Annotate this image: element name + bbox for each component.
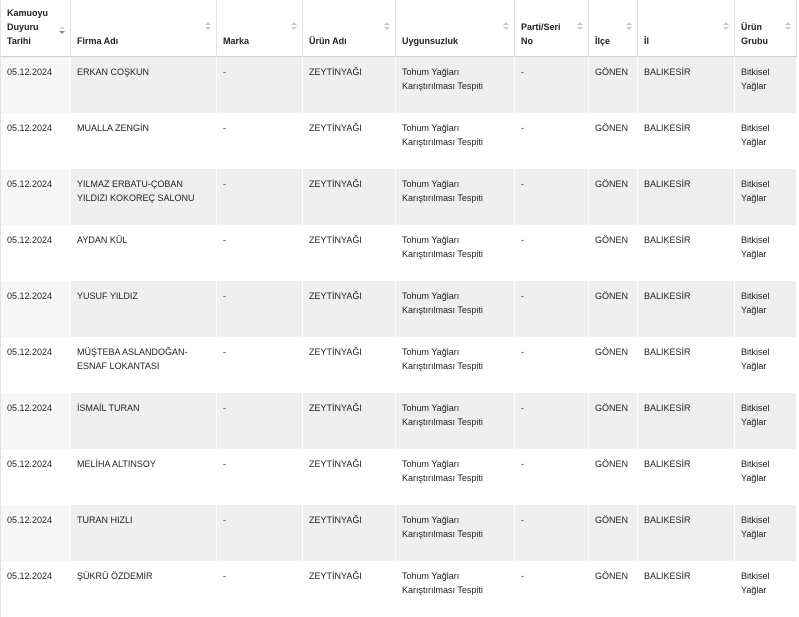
cell-brand: - — [217, 561, 303, 617]
cell-product: ZEYTİNYAĞI — [303, 281, 396, 337]
cell-batch: - — [515, 113, 589, 169]
cell-nonconformity: Tohum Yağları Karıştırılması Tespiti — [396, 169, 515, 225]
cell-product-group: Bitkisel Yağlar — [735, 561, 797, 617]
sort-icon[interactable] — [290, 22, 298, 32]
cell-product-group: Bitkisel Yağlar — [735, 393, 797, 449]
column-header-date[interactable] — [0, 0, 71, 57]
sort-icon[interactable] — [502, 22, 510, 32]
sort-descending-icon[interactable] — [58, 26, 66, 36]
cell-district: GÖNEN — [589, 113, 638, 169]
cell-batch: - — [515, 337, 589, 393]
cell-district: GÖNEN — [589, 169, 638, 225]
column-header-label: Ürün Adı — [309, 36, 347, 46]
cell-product-group: Bitkisel Yağlar — [735, 505, 797, 561]
cell-company: YUSUF YILDIZ — [71, 281, 217, 337]
cell-company: İSMAİL TURAN — [71, 393, 217, 449]
cell-province: BALIKESİR — [638, 225, 735, 281]
cell-date: 05.12.2024 — [0, 393, 71, 449]
cell-batch: - — [515, 225, 589, 281]
cell-province: BALIKESİR — [638, 561, 735, 617]
cell-product: ZEYTİNYAĞI — [303, 393, 396, 449]
table-row — [0, 113, 797, 169]
cell-nonconformity: Tohum Yağları Karıştırılması Tespiti — [396, 561, 515, 617]
cell-date: 05.12.2024 — [0, 113, 71, 169]
cell-district: GÖNEN — [589, 505, 638, 561]
cell-province: BALIKESİR — [638, 281, 735, 337]
cell-date: 05.12.2024 — [0, 449, 71, 505]
cell-product-group: Bitkisel Yağlar — [735, 169, 797, 225]
cell-district: GÖNEN — [589, 225, 638, 281]
cell-district: GÖNEN — [589, 337, 638, 393]
column-header-batch[interactable] — [515, 0, 589, 57]
cell-nonconformity: Tohum Yağları Karıştırılması Tespiti — [396, 337, 515, 393]
column-header-company[interactable] — [71, 0, 217, 57]
cell-product: ZEYTİNYAĞI — [303, 561, 396, 617]
column-header-province[interactable] — [638, 0, 735, 57]
cell-batch: - — [515, 393, 589, 449]
column-header-label: İl — [644, 36, 650, 46]
cell-nonconformity: Tohum Yağları Karıştırılması Tespiti — [396, 57, 515, 113]
cell-date: 05.12.2024 — [0, 169, 71, 225]
column-header-label: Uygunsuzluk — [402, 36, 459, 46]
cell-brand: - — [217, 169, 303, 225]
cell-batch: - — [515, 561, 589, 617]
sort-icon[interactable] — [625, 22, 633, 32]
cell-district: GÖNEN — [589, 449, 638, 505]
cell-brand: - — [217, 57, 303, 113]
cell-district: GÖNEN — [589, 393, 638, 449]
cell-date: 05.12.2024 — [0, 505, 71, 561]
cell-brand: - — [217, 225, 303, 281]
cell-nonconformity: Tohum Yağları Karıştırılması Tespiti — [396, 281, 515, 337]
cell-province: BALIKESİR — [638, 169, 735, 225]
cell-date: 05.12.2024 — [0, 281, 71, 337]
cell-product-group: Bitkisel Yağlar — [735, 57, 797, 113]
sort-icon[interactable] — [204, 22, 212, 32]
cell-batch: - — [515, 281, 589, 337]
cell-province: BALIKESİR — [638, 449, 735, 505]
cell-batch: - — [515, 505, 589, 561]
table-row — [0, 281, 797, 337]
cell-product-group: Bitkisel Yağlar — [735, 281, 797, 337]
cell-brand: - — [217, 393, 303, 449]
table-row — [0, 337, 797, 393]
table-row — [0, 561, 797, 617]
cell-company: MÜŞTEBA ASLANDOĞAN-ESNAF LOKANTASI — [71, 337, 217, 393]
cell-date: 05.12.2024 — [0, 337, 71, 393]
cell-district: GÖNEN — [589, 561, 638, 617]
cell-brand: - — [217, 281, 303, 337]
sort-icon[interactable] — [576, 22, 584, 32]
cell-batch: - — [515, 57, 589, 113]
column-header-brand[interactable] — [217, 0, 303, 57]
cell-province: BALIKESİR — [638, 57, 735, 113]
cell-province: BALIKESİR — [638, 505, 735, 561]
cell-product: ZEYTİNYAĞI — [303, 169, 396, 225]
cell-brand: - — [217, 337, 303, 393]
cell-company: MELİHA ALTINSOY — [71, 449, 217, 505]
cell-nonconformity: Tohum Yağları Karıştırılması Tespiti — [396, 449, 515, 505]
cell-company: TURAN HIZLI — [71, 505, 217, 561]
cell-province: BALIKESİR — [638, 113, 735, 169]
cell-district: GÖNEN — [589, 281, 638, 337]
cell-product: ZEYTİNYAĞI — [303, 505, 396, 561]
cell-product: ZEYTİNYAĞI — [303, 57, 396, 113]
cell-product: ZEYTİNYAĞI — [303, 113, 396, 169]
column-header-product[interactable] — [303, 0, 396, 57]
column-header-label: İlçe — [595, 36, 611, 46]
table-row — [0, 393, 797, 449]
cell-nonconformity: Tohum Yağları Karıştırılması Tespiti — [396, 393, 515, 449]
table-body — [0, 57, 797, 617]
cell-nonconformity: Tohum Yağları Karıştırılması Tespiti — [396, 113, 515, 169]
cell-district: GÖNEN — [589, 57, 638, 113]
column-header-product-group[interactable] — [735, 0, 797, 57]
cell-product: ZEYTİNYAĞI — [303, 337, 396, 393]
cell-date: 05.12.2024 — [0, 561, 71, 617]
column-header-label: Kamuoyu Duyuru Tarihi — [7, 8, 49, 46]
sort-icon[interactable] — [383, 22, 391, 32]
cell-company: ERKAN COŞKUN — [71, 57, 217, 113]
table-row — [0, 225, 797, 281]
table-row — [0, 505, 797, 561]
cell-company: YILMAZ ERBATU-ÇOBAN YILDIZI KOKOREÇ SALONU — [71, 169, 217, 225]
cell-nonconformity: Tohum Yağları Karıştırılması Tespiti — [396, 225, 515, 281]
cell-company: AYDAN KÜL — [71, 225, 217, 281]
column-header-label: Firma Adı — [77, 36, 119, 46]
cell-company: MUALLA ZENGİN — [71, 113, 217, 169]
column-header-label: Parti/Seri No — [521, 22, 561, 46]
cell-company: ŞÜKRÜ ÖZDEMİR — [71, 561, 217, 617]
cell-date: 05.12.2024 — [0, 225, 71, 281]
sort-icon[interactable] — [784, 22, 792, 32]
cell-nonconformity: Tohum Yağları Karıştırılması Tespiti — [396, 505, 515, 561]
table-header — [0, 0, 797, 57]
column-header-nonconformity[interactable] — [396, 0, 515, 57]
cell-product-group: Bitkisel Yağlar — [735, 449, 797, 505]
cell-date: 05.12.2024 — [0, 57, 71, 113]
sort-icon[interactable] — [722, 22, 730, 32]
table-row — [0, 57, 797, 113]
cell-brand: - — [217, 113, 303, 169]
cell-product-group: Bitkisel Yağlar — [735, 113, 797, 169]
column-header-district[interactable] — [589, 0, 638, 57]
cell-brand: - — [217, 449, 303, 505]
cell-province: BALIKESİR — [638, 337, 735, 393]
cell-product-group: Bitkisel Yağlar — [735, 337, 797, 393]
table-row — [0, 449, 797, 505]
cell-product-group: Bitkisel Yağlar — [735, 225, 797, 281]
table-row — [0, 169, 797, 225]
cell-product: ZEYTİNYAĞI — [303, 225, 396, 281]
cell-product: ZEYTİNYAĞI — [303, 449, 396, 505]
cell-batch: - — [515, 449, 589, 505]
column-header-label: Marka — [223, 36, 250, 46]
header-row — [0, 0, 797, 57]
column-header-label: Ürün Grubu — [741, 22, 768, 46]
cell-province: BALIKESİR — [638, 393, 735, 449]
cell-brand: - — [217, 505, 303, 561]
cell-batch: - — [515, 169, 589, 225]
